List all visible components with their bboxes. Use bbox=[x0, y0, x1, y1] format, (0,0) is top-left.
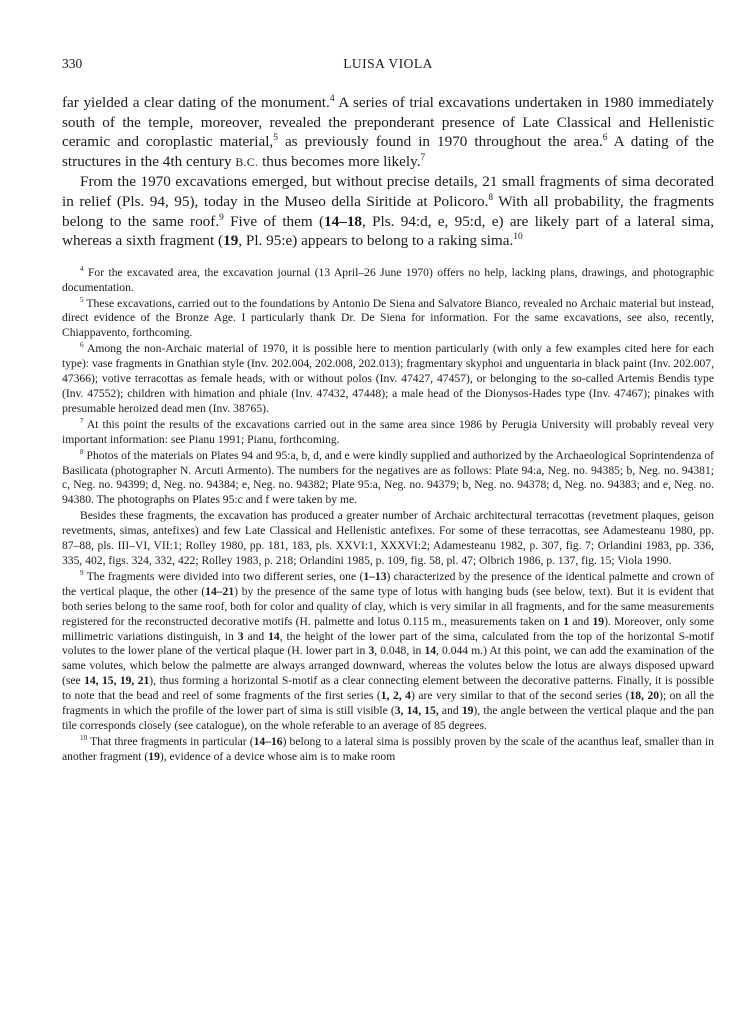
footnote-ref[interactable]: 6 bbox=[602, 133, 608, 144]
footnote-4: $^4$ For the excavated area, the excavation journal (13 April–26 June 1970) offers no help, lacking plans, drawings, and photographic documentation. bbox=[62, 264, 714, 294]
footnote-8-continued: Besides these fragments, the excavation has produced a greater number of Archaic architectural terracottas (revetment plaques, geison revetments, simas, antefixes) and few Late Classical and Hellenistic antefixes. For some of these terracottas, see Adamesteanu 1980, pp. 87–88, pls. III–VI, VII:1; Rolley 1980, pp. 181, 183, pls. XXVI:1, XXXVI:2; Adamesteanu 1982, p. 307, fig. 7; Orlandini 1983, pp. 336, 335, 402, figs. 324, 332, 422; Rolley 1983, p. 218; Orlandini 1985, p. 109, fig. 58, pl. 47; Olbrich 1986, p. 137, fig. 15; Viola 1990. bbox=[62, 509, 714, 567]
body-paragraph-2: From the 1970 excavations emerged, but without precise details, 21 small fragments of sima decorated in relief (Pls. 94, 95), today in the Museo della Siritide at Policoro.$^8$ With all probability, the fragments belong to the same roof.$^9$ Five of them (14–18, Pls. 94:d, e, 95:d, e) are likely part of a lateral sima, whereas a sixth fragment (19, Pl. 95:e) appears to belong to a raking sima.$^{10}$ bbox=[62, 173, 714, 250]
footnote-8: $^8$ Photos of the materials on Plates 94 and 95:a, b, d, and e were kindly supplied and authorized by the Archaeological Soprintendenza of Basilicata (photographer N. Arcuti Armento). The numbers for the negatives are as follows: Plate 94:a, Neg. no. 94385; b, Neg. no. 94381; c, Neg. no. 94399; d, Neg. no. 94384; e, Neg. no. 94382; Plate 95:a, Neg. no. 94379; b, Neg. no. 94378; d, Neg. no. 94383; and e, Neg. no. 94380. The photographs on Plates 95:c and f were taken by me. bbox=[62, 447, 714, 507]
page-header bbox=[62, 56, 714, 78]
footnote-ref[interactable]: 10 bbox=[513, 232, 523, 243]
footnote-ref[interactable]: 7 bbox=[420, 152, 426, 163]
footnote-10: $^{10}$ That three fragments in particular (14–16) belong to a lateral sima is possibly proven by the scale of the acanthus leaf, smaller than in another fragment (19), evidence of a device whose aim is to make room bbox=[62, 733, 714, 763]
page bbox=[62, 56, 714, 766]
page-number: 330 bbox=[62, 56, 83, 71]
footnote-5: $^5$ These excavations, carried out to the foundations by Antonio De Siena and Salvatore Bianco, revealed no Archaic material but instead, direct evidence of the Bronze Age. I particularly thank Dr. De Siena for information. For the same excavations, see also, recently, Chiappavento, forthcoming. bbox=[62, 295, 714, 340]
footnotes bbox=[62, 266, 714, 765]
running-head: LUISA VIOLA bbox=[343, 56, 433, 71]
footnote-ref[interactable]: 4 bbox=[329, 93, 335, 104]
footnote-7: $^7$ At this point the results of the excavations carried out in the same area since 1986 by Perugia University will probably reveal very important information: see Pianu 1991; Pianu, forthcoming. bbox=[62, 416, 714, 446]
footnote-ref[interactable]: 9 bbox=[219, 212, 224, 223]
body-paragraph-1: far yielded a clear dating of the monument.$^4$ A series of trial excavations undertaken in 1980 immediately south of the temple, moreover, revealed the preponderant presence of Late Classical and Hellenistic ceramic and coroplastic material,$^5$ as previously found in 1970 throughout the area.$^6$ A dating of the structures in the 4th century B.C. thus becomes more likely.$^7$ bbox=[62, 93, 714, 170]
footnote-ref[interactable]: 5 bbox=[273, 133, 278, 144]
footnote-6: $^6$ Among the non-Archaic material of 1970, it is possible here to mention particularly (with only a few examples cited here for each type): vase fragments in Gnathian style (Inv. 202.004, 202.008, 202.013); fragmentary skyphoi and unguentaria in black paint (Inv. 202.007, 47366); votive terracottas as female heads, with or without polos (Inv. 47427, 47457), or belonging to the so-called Artemis Bendis type (Inv. 47552); children with himation and phiale (Inv. 47432, 47448); a male head of the Dionysos-Hades type (Inv. 47467); pinakes with presumable heroized dead men (Inv. 38765). bbox=[62, 341, 714, 415]
footnote-ref[interactable]: 8 bbox=[488, 192, 494, 203]
body-text bbox=[62, 93, 714, 251]
footnote-9: $^9$ The fragments were divided into two different series, one (1–13) characterized by the presence of the identical palmette and crown of the vertical plaque, the other (14–21) by the presence of the same type of lotus with hanging buds (see below, text). But it is evident that both series belong to the same roof, both for color and quality of clay, which is very similar in all fragments, and for the same measurements registered for the reconstructed decorative motifs (H. palmette and lotus 0.115 m., measurements taken on 1 and 19). Moreover, only some millimetric variations distinguish, in 3 and 14, the height of the lower part of the sima, calculated from the top of the horizontal S-motif volutes to the lower plane of the vertical plaque (H. lower part in 3, 0.048, in 14, 0.044 m.) At this point, we can add the examination of the same volutes, which below the palmette are always arranged downward, whereas the volutes below the lotus are always disposed upward (see 14, 15, 19, 21), thus forming a horizontal S-motif as a clear connecting element between the decorative patterns. Finally, it is possible to note that the bead and reel of some fragments of the first series (1, 2, 4) are very similar to that of the second series (18, 20); on all the fragments in which the profile of the lower part of sima is still visible (3, 14, 15, and 19), the angle between the vertical plaque and the pan tile corresponds closely (see catalogue), on the whole referable to an average of 85 degrees. bbox=[62, 569, 715, 732]
